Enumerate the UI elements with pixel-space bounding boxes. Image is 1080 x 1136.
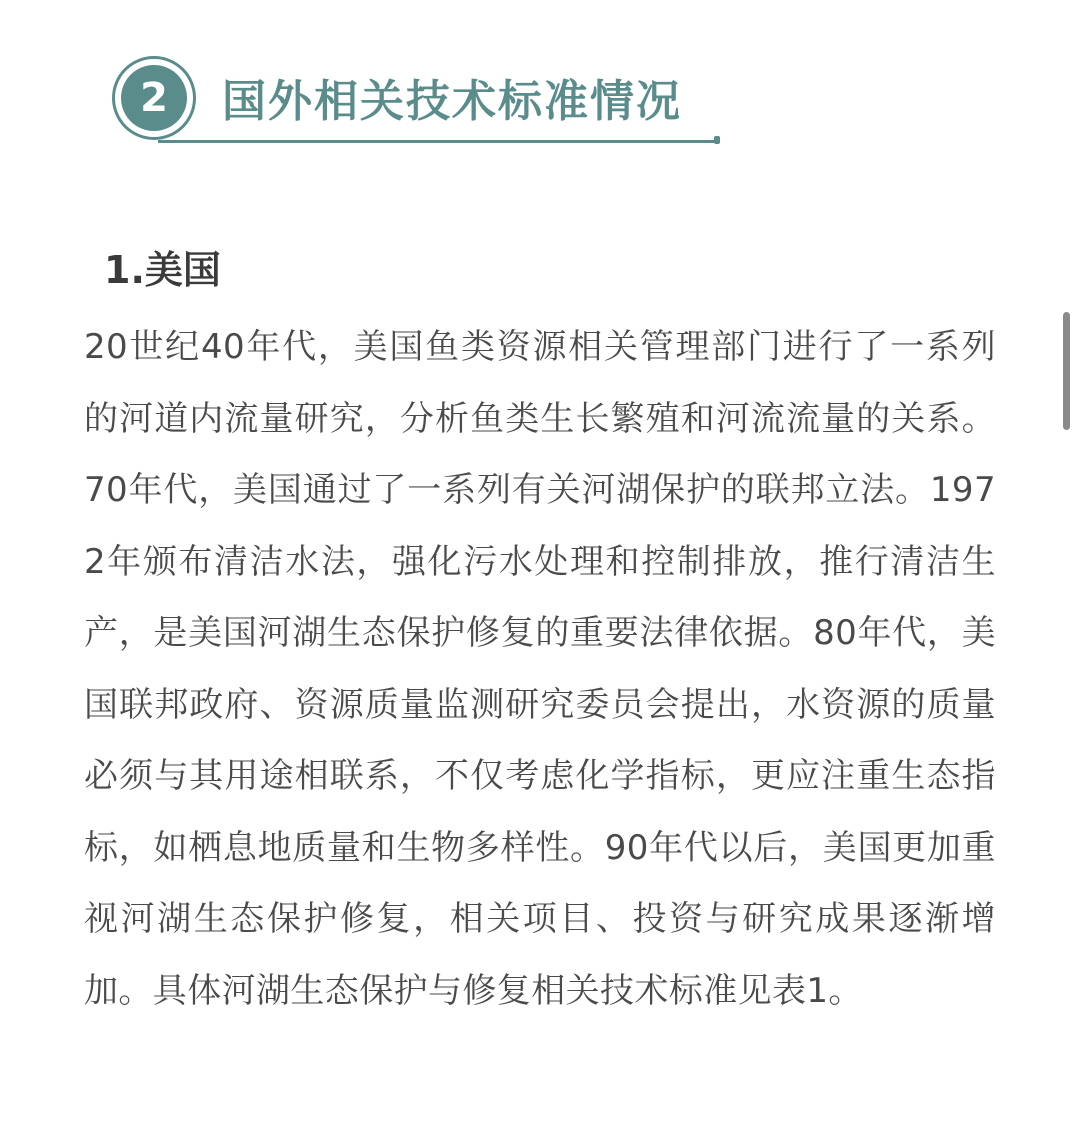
scrollbar-thumb[interactable] (1063, 312, 1070, 430)
subsection-heading: 1.美国 (104, 248, 221, 292)
section-number-badge (112, 56, 196, 140)
section-title: 国外相关技术标准情况 (222, 76, 682, 127)
section-header (112, 56, 722, 148)
section-underline (158, 140, 720, 143)
section-number: 2 (121, 65, 187, 131)
body-paragraph: 20世纪40年代，美国鱼类资源相关管理部门进行了一系列的河道内流量研究，分析鱼类生长繁殖和河流流量的关系。70年代，美国通过了一系列有关河湖保护的联邦立法。1972年颁布清洁水法，强化污水处理和控制排放，推行清洁生产，是美国河湖生态保护修复的重要法律依据。80年代，美国联邦政府、资源质量监测研究委员会提出，水资源的质量必须与其用途相联系，不仅考虑化学指标，更应注重生态指标，如栖息地质量和生物多样性。90年代以后，美国更加重视河湖生态保护修复，相关项目、投资与研究成果逐渐增加。具体河湖生态保护与修复相关技术标准见表1。 (84, 327, 996, 1011)
section-underline-end (714, 136, 720, 144)
